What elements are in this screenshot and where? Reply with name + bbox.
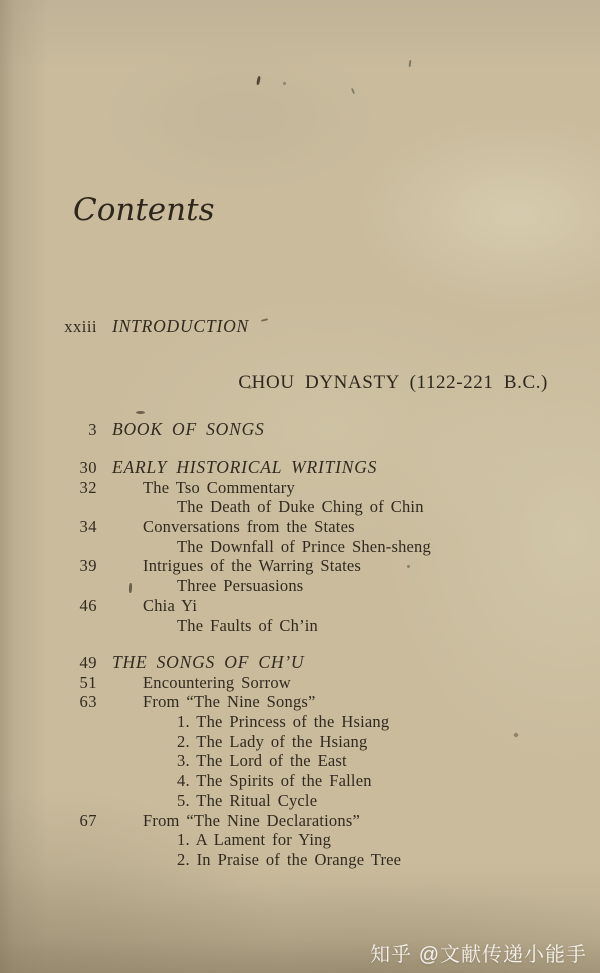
toc-entry-label: The Tso Commentary (143, 477, 295, 497)
scan-speck (261, 318, 268, 322)
toc-row (40, 537, 431, 557)
toc-row (40, 458, 431, 478)
scan-speck (409, 60, 412, 67)
intro-page-number: xxiii (64, 317, 97, 336)
toc-entry-label: From “The Nine Declarations” (143, 810, 360, 830)
toc-entry-label: Three Persuasions (177, 576, 304, 596)
toc-page-number: 32 (79, 477, 97, 497)
toc-row (40, 596, 431, 616)
toc-entry-label: The Faults of Ch’in (177, 615, 318, 635)
toc-row (40, 791, 401, 811)
toc-page-number: 34 (79, 517, 97, 537)
toc-row (40, 732, 401, 752)
scan-speck (136, 411, 145, 414)
toc-entry-label: 3. The Lord of the East (177, 751, 347, 771)
toc-row (40, 771, 401, 791)
toc-row (40, 712, 401, 732)
watermark: 知乎 @文献传递小能手 (370, 944, 587, 966)
toc-row (40, 517, 431, 537)
toc-row (40, 751, 401, 771)
scan-speck (256, 76, 261, 85)
intro-label: INTRODUCTION (112, 316, 249, 336)
toc-page-number: 49 (79, 653, 97, 672)
dynasty-section-header: CHOU DYNASTY (1122-221 B.C.) (238, 372, 548, 393)
toc-row (40, 850, 401, 870)
scan-speck (513, 732, 519, 738)
toc-page-number: 63 (79, 692, 97, 712)
toc-entry-label: Conversations from the States (143, 517, 355, 537)
toc-entry-label: Chia Yi (143, 595, 198, 615)
page-title: Contents (73, 192, 215, 228)
toc-page-number: 39 (79, 556, 97, 576)
toc-entry-label: 4. The Spirits of the Fallen (177, 771, 372, 791)
toc-entry-label: Encountering Sorrow (143, 672, 291, 692)
toc-page-number: 3 (88, 420, 97, 439)
toc-page-number: 30 (79, 458, 97, 477)
toc-row (40, 830, 401, 850)
toc-row (40, 556, 431, 576)
toc-entry-label: 2. In Praise of the Orange Tree (177, 849, 402, 869)
toc-row (40, 653, 401, 673)
toc-entry-label: 2. The Lady of the Hsiang (177, 731, 368, 751)
toc-entry-label: THE SONGS OF CH’U (112, 652, 305, 672)
toc-group-2 (40, 458, 431, 635)
toc-entry-label: Intrigues of the Warring States (143, 556, 362, 576)
toc-row (40, 576, 431, 596)
toc-entry-label: EARLY HISTORICAL WRITINGS (112, 457, 378, 477)
toc-page-number: 67 (79, 810, 97, 830)
toc-page-number: 46 (79, 595, 97, 615)
toc-entry-label: From “The Nine Songs” (143, 692, 316, 712)
scan-speck (248, 386, 252, 389)
scan-speck (407, 565, 410, 568)
toc-intro-row (40, 316, 249, 337)
toc-entry-label: 5. The Ritual Cycle (177, 790, 318, 810)
toc-row (40, 673, 401, 693)
toc-group-1 (40, 420, 265, 440)
scan-speck (351, 88, 355, 94)
toc-entry-label: 1. A Lament for Ying (177, 830, 332, 850)
toc-entry-label: The Downfall of Prince Shen-sheng (177, 536, 431, 556)
toc-entry-label: The Death of Duke Ching of Chin (177, 497, 424, 517)
toc-group-3 (40, 653, 401, 870)
scan-speck (283, 82, 286, 85)
toc-page-number: 51 (79, 672, 97, 692)
toc-row (40, 616, 431, 636)
toc-row (40, 478, 431, 498)
toc-row (40, 692, 401, 712)
toc-row (40, 420, 265, 440)
toc-row (40, 497, 431, 517)
toc-row (40, 811, 401, 831)
toc-entry-label: BOOK OF SONGS (112, 419, 265, 439)
toc-entry-label: 1. The Princess of the Hsiang (177, 712, 390, 732)
